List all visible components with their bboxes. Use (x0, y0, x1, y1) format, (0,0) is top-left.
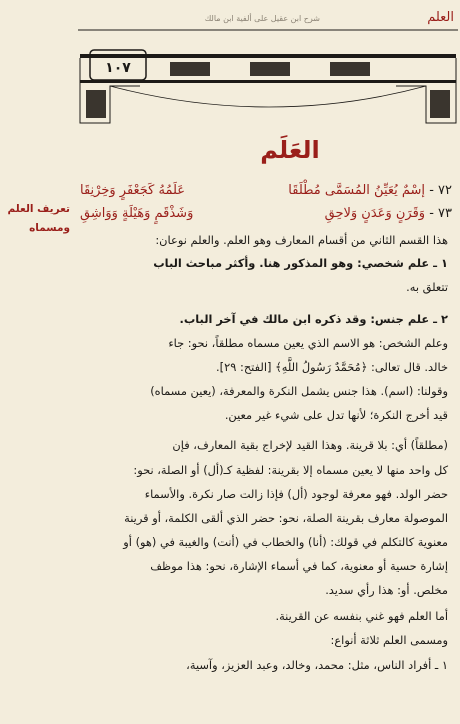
verse-first-half: إسْمٌ يُعَيِّنُ المُسَمَّى مُطْلَقَا (288, 183, 426, 198)
running-head-subtitle: شرح ابن عقيل على ألفية ابن مالك (204, 14, 320, 23)
section-title: العَلَم (260, 136, 320, 164)
verse-second-half: عَلَمُهُ كَجَعْفَرٍ وَخِرْنِقَا (80, 183, 186, 198)
verse-number: ٧٣ - (429, 206, 452, 221)
verse-second-half: وَشَذْقَمٍ وَهَيْلَةٍ وَوَاشِقِ (80, 206, 194, 221)
text-line: أما العلم فهو غني بنفسه عن القرينة. (275, 609, 448, 623)
text-line: الموصولة معارف بقرينة الصلة، نحو: حضر الذي ألقى الكلمة، أو قرينة (124, 511, 448, 525)
text-line: ومسمى العلم ثلاثة أنواع: (330, 633, 448, 647)
running-head-title: العلم (427, 10, 454, 25)
text-line: معنوية كالتكلم في قولك: (أنا) والخطاب في (أنت) والغيبة في (هو) أو (123, 535, 448, 549)
text-line: (مطلقاً) أي: بلا قرينة. وهذا القيد لإخراج بقية المعارف، فإن (172, 438, 448, 452)
text-line: وقولنا: (اسم). هذا جنس يشمل النكرة والمعرفة، (يعين مسماه) (150, 384, 448, 398)
text-line: وعلم الشخص: هو الاسم الذي يعين مسماه مطلقاً، نحو: جاء (168, 336, 448, 350)
text-line: قيد أخرج النكرة؛ لأنها تدل على شيء غير معين. (224, 408, 448, 422)
verse-number: ٧٢ - (429, 183, 452, 198)
text-line: ١ ـ أفراد الناس، مثل: محمد، وخالد، وعبد العزيز، وآسية، (186, 658, 448, 672)
text-line: حضر الولد. فهو معرفة لوجود (أل) فإذا زالت صار نكرة. والأسماء (144, 487, 448, 501)
margin-note-line: ومسماه (29, 222, 70, 234)
text-line: كل واحد منها لا يعين مسماه إلا بقرينة: لفظية كـ(أل) أو الصلة، نحو: (133, 463, 448, 477)
text-line: هذا القسم الثاني من أقسام المعارف وهو العلم. والعلم نوعان: (155, 233, 448, 247)
header-ornament (70, 28, 460, 133)
text-line: ١ ـ علم شخصي: وهو المذكور هنا. وأكثر مباحث الباب (153, 256, 448, 270)
margin-note-line: تعريف العلم (7, 203, 70, 215)
page-number: ١٠٧ (105, 60, 131, 76)
text-line: مخلص. أو: هذا رأي سديد. (325, 583, 448, 597)
text-line: ٢ ـ علم جنس: وقد ذكره ابن مالك في آخر الباب. (179, 312, 448, 326)
verse-first-half: وَقَرَنٍ وَعَدَنٍ وَلاحِقِ (324, 206, 426, 221)
margin-note (4, 200, 70, 238)
text-line: خالد. قال تعالى: ﴿مُحَمَّدٌ رَسُولُ اللَّهِ﴾ [الفتح: ٢٩]. (216, 360, 448, 374)
text-line: تتعلق به. (406, 280, 448, 294)
text-line: إشارة حسية أو معنوية، كما في أسماء الإشارة، نحو: هذا موظف (150, 559, 448, 573)
